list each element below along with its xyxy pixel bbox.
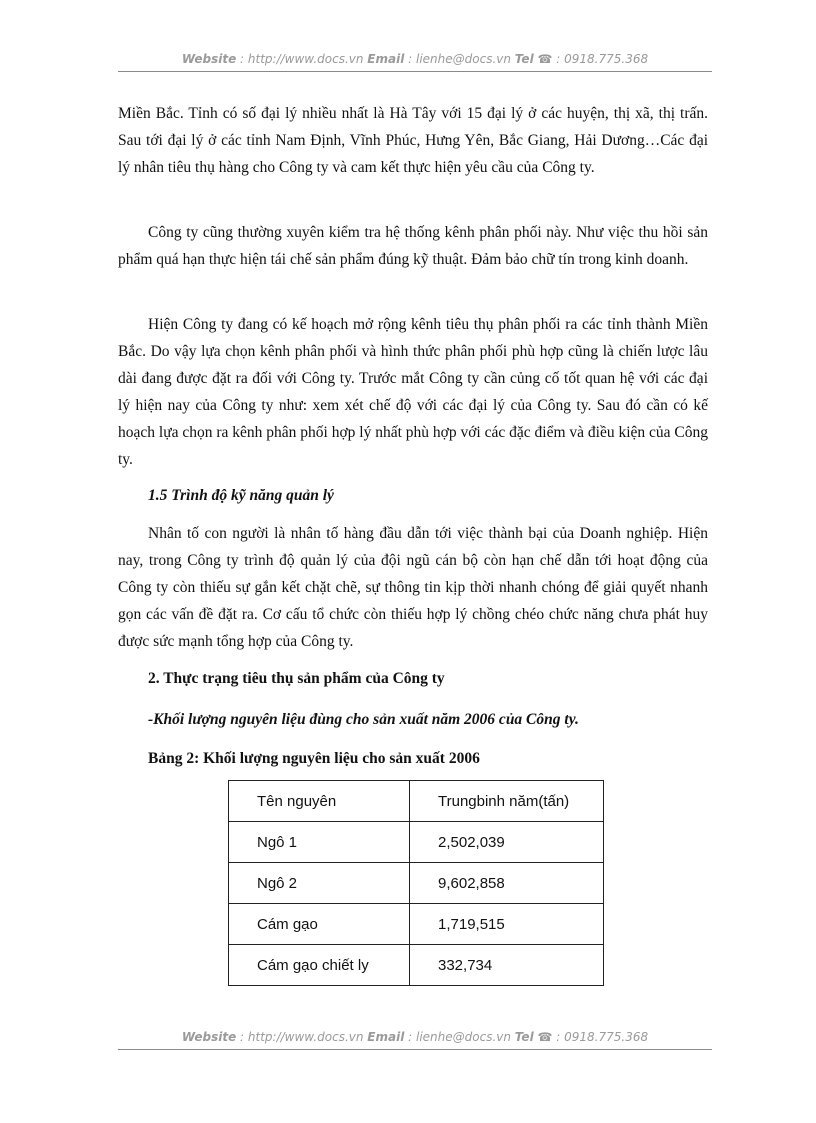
website-label: Website bbox=[181, 52, 237, 66]
table-cell: Ngô 2 bbox=[229, 863, 410, 904]
table-cell: Cám gạo bbox=[229, 904, 410, 945]
paragraph-4: Nhân tố con người là nhân tố hàng đầu dẫn tới việc thành bại của Doanh nghiệp. Hiện nay, trong Công ty trình độ quản lý của đội ngũ cán bộ còn hạn chế dẫn tới hoạt động của Công ty còn thiếu sự gắn kết chặt chẽ, sự thông tin kịp thời nhanh chóng để giải quyết nhanh gọn các vấn đề đặt ra. Cơ cấu tổ chức còn thiếu hợp lý chồng chéo chức năng chưa phát huy được sức mạnh tổng hợp của Công ty. bbox=[118, 525, 708, 650]
paragraph-2: Công ty cũng thường xuyên kiểm tra hệ thống kênh phân phối này. Như việc thu hồi sản phẩm quá hạn thực hiện tái chế sản phẩm đúng kỹ thuật. Đảm bảo chữ tín trong kinh doanh. bbox=[118, 224, 708, 268]
header-divider bbox=[118, 71, 712, 72]
page-footer bbox=[118, 1030, 712, 1044]
table-header-row bbox=[229, 781, 604, 822]
page-header bbox=[118, 52, 712, 66]
email-label: Email bbox=[367, 52, 405, 66]
tel-value: ☎ : 0918.775.368 bbox=[533, 52, 649, 66]
email-value: : lienhe@docs.vn bbox=[404, 52, 515, 66]
tel-label: Tel bbox=[514, 52, 534, 66]
table-header-cell: Trungbinh năm(tấn) bbox=[410, 781, 604, 822]
table-caption: Bảng 2: Khối lượng nguyên liệu cho sản xuất 2006 bbox=[148, 750, 480, 767]
footer-divider bbox=[118, 1049, 712, 1050]
table-cell: 1,719,515 bbox=[410, 904, 604, 945]
table-cell: 2,502,039 bbox=[410, 822, 604, 863]
email-label: Email bbox=[367, 1030, 405, 1044]
paragraph-3: Hiện Công ty đang có kế hoạch mở rộng kênh tiêu thụ phân phối ra các tỉnh thành Miền Bắc. Do vậy lựa chọn kênh phân phối và hình thức phân phối phù hợp cũng là chiến lược lâu dài đang được đặt ra đối với Công ty. Trước mắt Công ty cần củng cố tốt quan hệ với các đại lý hiện nay của Công ty như: xem xét chế độ với các đại lý của Công ty. Sau đó cần có kế hoạch lựa chọn ra kênh phân phối hợp lý nhất phù hợp với các đặc điểm và điều kiện của Công ty. bbox=[118, 316, 708, 468]
website-label: Website bbox=[181, 1030, 237, 1044]
paragraph-1: Miền Bắc. Tỉnh có số đại lý nhiều nhất là Hà Tây với 15 đại lý ở các huyện, thị xã, thị trấn. Sau tới đại lý ở các tỉnh Nam Định, Vĩnh Phúc, Hưng Yên, Bắc Giang, Hải Dương…Các đại lý nhân tiêu thụ hàng cho Công ty và cam kết thực hiện yêu cầu của Công ty. bbox=[118, 105, 708, 176]
website-value: : http://www.docs.vn bbox=[236, 52, 368, 66]
section-heading-2: 2. Thực trạng tiêu thụ sản phẩm của Công ty bbox=[148, 670, 445, 687]
website-value: : http://www.docs.vn bbox=[236, 1030, 368, 1044]
table-header-cell: Tên nguyên bbox=[229, 781, 410, 822]
table-cell: 9,602,858 bbox=[410, 863, 604, 904]
table-cell: Cám gạo chiết ly bbox=[229, 945, 410, 986]
materials-table bbox=[228, 780, 604, 986]
table-row bbox=[229, 904, 604, 945]
table-row bbox=[229, 945, 604, 986]
subsection-heading: -Khối lượng nguyên liệu đùng cho sản xuất năm 2006 của Công ty. bbox=[148, 711, 579, 728]
tel-value: ☎ : 0918.775.368 bbox=[533, 1030, 649, 1044]
table-row bbox=[229, 863, 604, 904]
section-heading-1-5: 1.5 Trình độ kỹ năng quản lý bbox=[148, 487, 334, 504]
table-row bbox=[229, 822, 604, 863]
table-cell: 332,734 bbox=[410, 945, 604, 986]
table-cell: Ngô 1 bbox=[229, 822, 410, 863]
tel-label: Tel bbox=[514, 1030, 534, 1044]
email-value: : lienhe@docs.vn bbox=[404, 1030, 515, 1044]
